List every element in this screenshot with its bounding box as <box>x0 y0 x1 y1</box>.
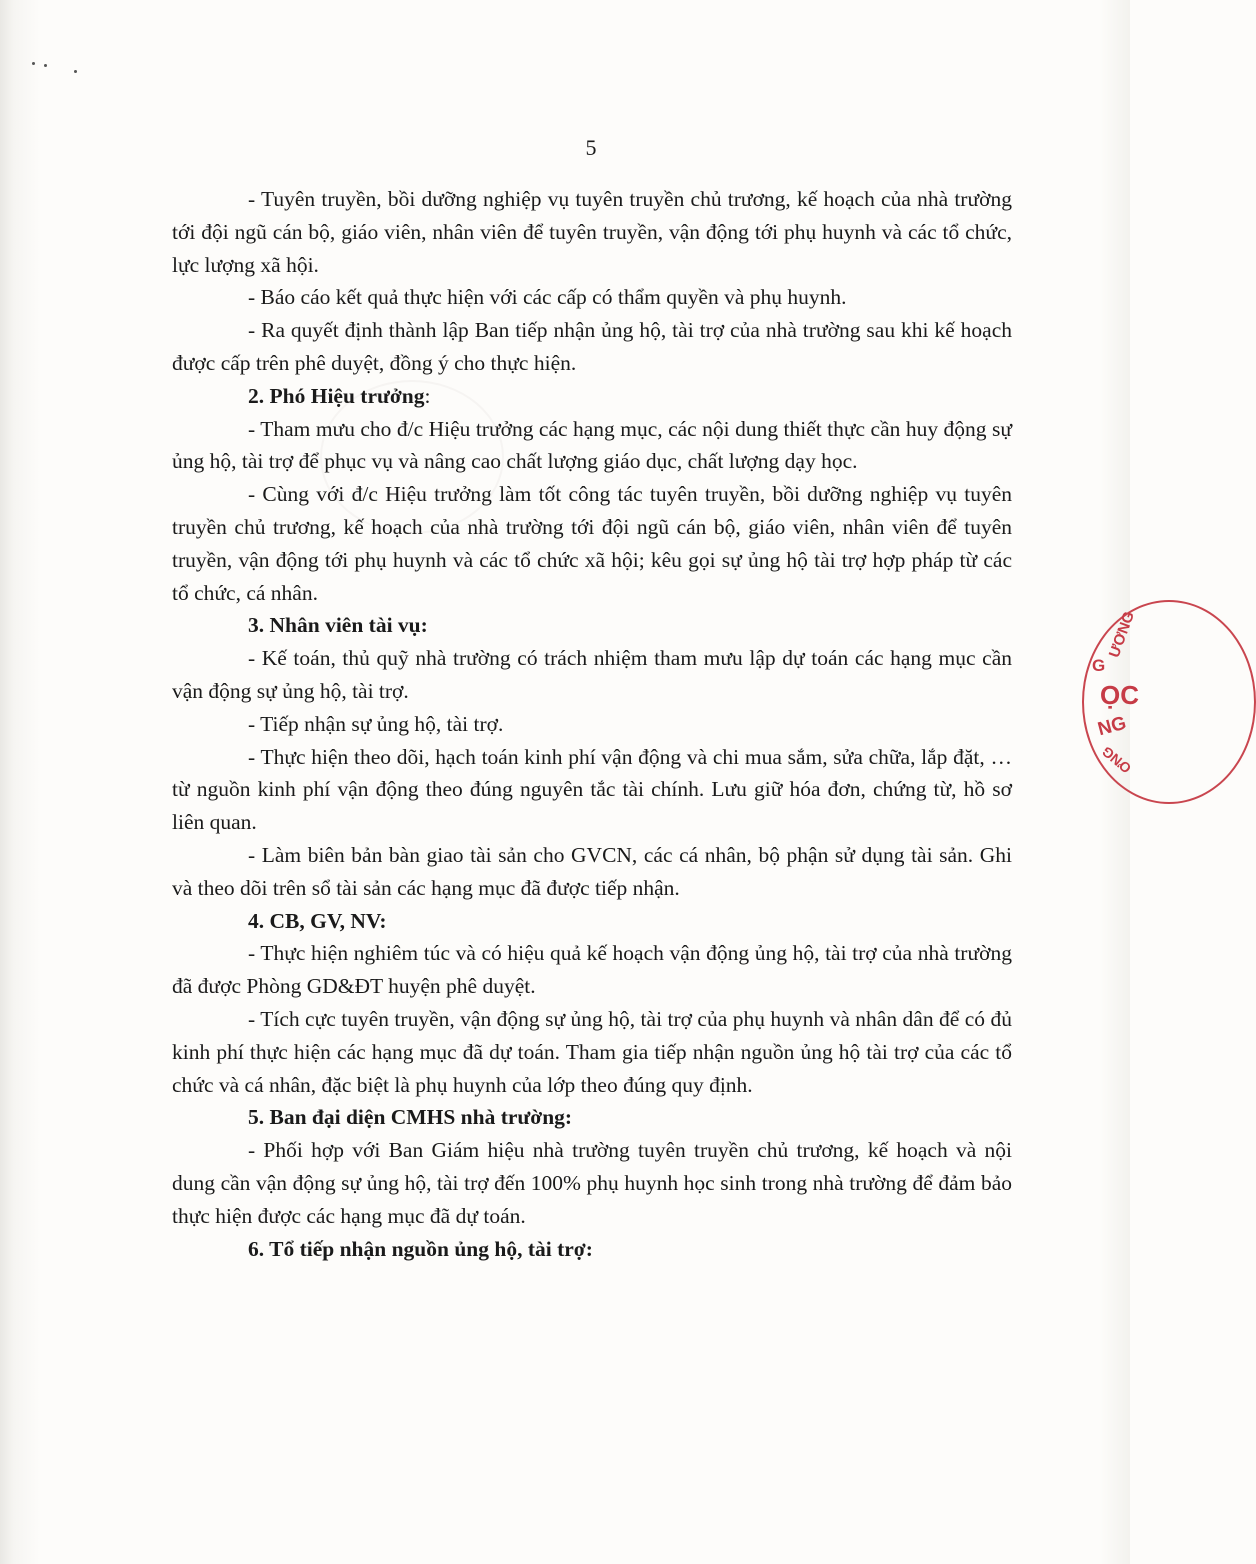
body-paragraph: - Thực hiện nghiêm túc và có hiệu quả kế hoạch vận động ủng hộ, tài trợ của nhà trường đã được Phòng GD&ĐT huyện phê duyệt. <box>172 941 1012 999</box>
stamp-fragment: ỌC <box>1100 680 1139 710</box>
body-paragraph: - Báo cáo kết quả thực hiện với các cấp có thẩm quyền và phụ huynh. <box>248 285 847 310</box>
body-paragraph: - Tiếp nhận sự ủng hộ, tài trợ. <box>248 711 504 736</box>
body-paragraph: - Phối hợp với Ban Giám hiệu nhà trường tuyên truyền chủ trương, kế hoạch và nội dung cần vận động sự ủng hộ, tài trợ đến 100% phụ huynh học sinh trong nhà trường để đảm bảo thực hiện được các hạng mục đã dự toán. <box>172 1138 1012 1228</box>
body-paragraph: - Thực hiện theo dõi, hạch toán kinh phí vận động và chi mua sắm, sửa chữa, lắp đặt, … từ nguồn kinh phí vận động theo đúng nguyên tắc tài chính. Lưu giữ hóa đơn, chứng từ, hồ sơ liên quan. <box>172 744 1012 835</box>
stamp-fragment: ƠNG <box>1098 743 1135 777</box>
section-heading <box>172 905 1012 938</box>
section-heading <box>172 609 1012 642</box>
page-number: 5 <box>585 135 597 160</box>
stamp-fragment: ƯƠNG <box>1105 609 1139 660</box>
body-paragraph: - Kế toán, thủ quỹ nhà trường có trách nhiệm tham mưu lập dự toán các hạng mục cần vận động sự ủng hộ, tài trợ. <box>172 646 1012 703</box>
body-paragraph: - Tích cực tuyên truyền, vận động sự ủng hộ, tài trợ của phụ huynh và nhân dân để có đủ kinh phí thực hiện các hạng mục đã dự toán. Tham gia tiếp nhận nguồn ủng hộ tài trợ của các tổ chức và cá nhân, đặc biệt là phụ huynh của lớp theo đúng quy định. <box>172 1006 1012 1097</box>
section-heading-text: 3. Nhân viên tài vụ: <box>248 613 428 638</box>
body-paragraph: - Cùng với đ/c Hiệu trưởng làm tốt công tác tuyên truyền, bồi dưỡng nghiệp vụ tuyên truyền chủ trương, kế hoạch của nhà trường tới đội ngũ cán bộ, giáo viên, nhân viên để tuyên truyền, vận động tới phụ huynh và các tổ chức xã hội; kêu gọi sự ủng hộ tài trợ hợp pháp từ các tổ chức, cá nhân. <box>172 482 1012 605</box>
stamp-fragment: NG <box>1095 712 1129 741</box>
body-paragraph: - Tham mưu cho đ/c Hiệu trưởng các hạng mục, các nội dung thiết thực cần huy động sự ủng hộ, tài trợ để phục vụ và nâng cao chất lượng giáo dục, chất lượng dạy học. <box>172 416 1012 474</box>
body-paragraph: - Làm biên bản bàn giao tài sản cho GVCN, các cá nhân, bộ phận sử dụng tài sản. Ghi và theo dõi trên sổ tài sản các hạng mục đã được tiếp nhận. <box>172 842 1012 900</box>
section-heading-suffix: : <box>424 383 431 408</box>
section-heading <box>172 1101 1012 1134</box>
section-heading <box>172 1233 1012 1266</box>
stamp-fragment: G <box>1092 656 1106 675</box>
body-paragraph: - Ra quyết định thành lập Ban tiếp nhận ủng hộ, tài trợ của nhà trường sau khi kế hoạch được cấp trên phê duyệt, đồng ý cho thực hiện. <box>172 318 1012 375</box>
red-seal-stamp <box>1082 600 1256 804</box>
body-paragraph: - Tuyên truyền, bồi dưỡng nghiệp vụ tuyên truyền chủ trương, kế hoạch của nhà trường tới đội ngũ cán bộ, giáo viên, nhân viên để tuyên truyền, vận động tới phụ huynh và các tổ chức, lực lượng xã hội. <box>172 187 1012 277</box>
document-body <box>172 183 1012 1265</box>
section-heading-text: 5. Ban đại diện CMHS nhà trường: <box>248 1105 573 1130</box>
section-heading <box>172 380 1012 413</box>
section-heading-text: 4. CB, GV, NV: <box>248 908 387 933</box>
section-heading-text: 6. Tổ tiếp nhận nguồn ủng hộ, tài trợ: <box>248 1236 593 1261</box>
section-heading-text: 2. Phó Hiệu trưởng <box>248 383 425 408</box>
